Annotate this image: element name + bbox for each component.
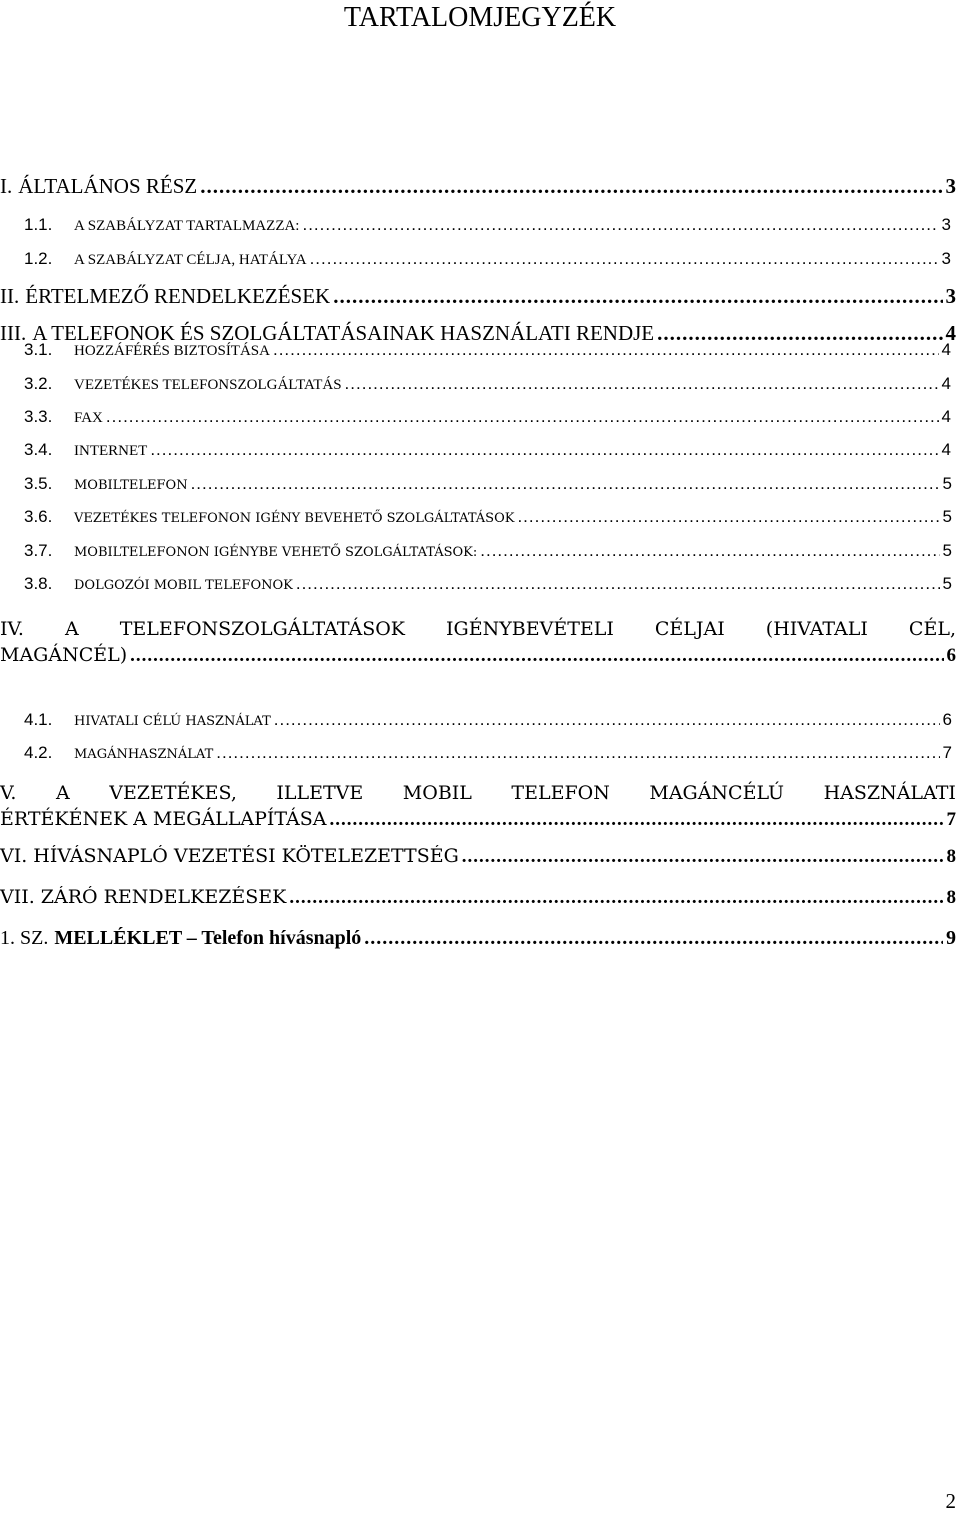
toc-number: 1. SZ. (0, 927, 49, 949)
toc-number: II. (0, 284, 20, 308)
dot-leader (274, 710, 940, 730)
toc-entry-3-4[interactable] (24, 440, 951, 460)
toc-text: A TELEFONOK ÉS SZOLGÁLTATÁSAINAK HASZNÁLATI RENDJE (32, 321, 655, 345)
dot-leader (216, 743, 939, 763)
toc-number: VI. (0, 845, 28, 867)
toc-word: CÉLJAI (654, 618, 725, 640)
toc-page: 5 (942, 574, 952, 593)
toc-number: VII. (0, 886, 35, 908)
toc-number: 1.1. (24, 215, 53, 234)
toc-text: ÁLTALÁNOS RÉSZ (18, 174, 198, 198)
toc-number: 3.6. (24, 507, 53, 526)
toc-page: 4 (941, 440, 951, 459)
toc-word: TELEFONSZOLGÁLTATÁSOK (119, 618, 406, 640)
toc-number: 4.1. (24, 710, 53, 729)
toc-word: IGÉNYBEVÉTELI (446, 618, 614, 640)
toc-page: 8 (946, 846, 956, 867)
toc-entry-vii[interactable] (0, 886, 956, 909)
toc-text: INTERNET (74, 443, 148, 459)
toc-entry-ii[interactable] (0, 284, 956, 309)
toc-number: 3.5. (24, 474, 53, 493)
toc-entry-4-2[interactable] (24, 743, 952, 763)
toc-text: A SZABÁLYZAT TARTALMAZZA: (74, 218, 300, 234)
toc-number: 3.7. (24, 541, 53, 560)
toc-number: 4.2. (24, 743, 53, 762)
dot-leader (302, 215, 938, 235)
toc-text-line1 (0, 616, 956, 642)
dot-leader (106, 407, 939, 427)
page-title: TARTALOMJEGYZÉK (343, 2, 617, 33)
toc-entry-3-3[interactable] (24, 407, 951, 427)
toc-word: MAGÁNCÉLÚ (649, 782, 785, 804)
toc-text: MELLÉKLET – Telefon hívásnapló (54, 927, 362, 949)
toc-word: HASZNÁLATI (823, 782, 956, 804)
toc-page: 4 (941, 374, 951, 393)
toc-entry-vi[interactable] (0, 845, 956, 868)
toc-text: MAGÁNCÉL) (0, 644, 128, 666)
toc-text: HIVATALI CÉLÚ HASZNÁLAT (74, 714, 271, 729)
toc-page: 4 (941, 407, 951, 426)
toc-entry-3-6[interactable] (24, 507, 952, 527)
toc-page: 8 (946, 887, 956, 908)
toc-text: A SZABÁLYZAT CÉLJA, HATÁLYA (74, 252, 307, 268)
toc-text: MAGÁNHASZNÁLAT (74, 747, 214, 762)
toc-entry-4-1[interactable] (24, 710, 952, 730)
toc-page: 3 (945, 284, 956, 308)
toc-page: 5 (942, 507, 952, 526)
dot-leader (200, 174, 942, 199)
toc-word: CÉL, (908, 618, 956, 640)
toc-page: 7 (942, 743, 952, 762)
toc-text: VEZETÉKES TELEFONON IGÉNY BEVEHETŐ SZOLGÁLTATÁSOK (74, 511, 515, 526)
toc-number: III. (0, 321, 27, 345)
toc-entry-3-7[interactable] (24, 541, 952, 561)
toc-entry-1-2[interactable] (24, 249, 951, 269)
toc-page: 3 (941, 215, 951, 234)
toc-text: ZÁRÓ RENDELKEZÉSEK (40, 886, 287, 908)
dot-leader (462, 846, 944, 868)
toc-text: MOBILTELEFONON IGÉNYBE VEHETŐ SZOLGÁLTATÁSOK: (74, 545, 478, 560)
toc-page: 5 (942, 541, 952, 560)
toc-text: ÉRTÉKÉNEK A MEGÁLLAPÍTÁSA (0, 808, 327, 830)
toc-entry-i[interactable] (0, 174, 956, 199)
dot-leader (345, 374, 939, 394)
toc-page: 5 (942, 474, 952, 493)
toc-entry-3-2[interactable] (24, 374, 951, 394)
dot-leader (517, 507, 939, 527)
toc-number: 3.2. (24, 374, 53, 393)
toc-number: 3.3. (24, 407, 53, 426)
dot-leader (273, 340, 939, 360)
toc-text-line2 (0, 642, 956, 669)
toc-text: ÉRTELMEZŐ RENDELKEZÉSEK (25, 284, 331, 308)
dot-leader (130, 643, 943, 669)
toc-entry-appendix-1[interactable] (0, 927, 956, 950)
dot-leader (333, 284, 942, 309)
toc-number: 3.1. (24, 340, 53, 359)
toc-text: MOBILTELEFON (74, 478, 188, 493)
toc-word: VEZETÉKES, (109, 782, 237, 804)
dot-leader (150, 440, 938, 460)
toc-entry-3-8[interactable] (24, 574, 952, 594)
toc-word: (HIVATALI (765, 618, 868, 640)
toc-text: HÍVÁSNAPLÓ VEZETÉSI KÖTELEZETTSÉG (33, 845, 459, 867)
toc-page: 3 (945, 174, 956, 198)
toc-text: DOLGOZÓI MOBIL TELEFONOK (74, 578, 293, 593)
toc-word: A (55, 782, 70, 804)
dot-leader (310, 249, 939, 269)
dot-leader (330, 807, 944, 833)
toc-text: FAX (74, 410, 103, 426)
page-number: 2 (945, 1489, 956, 1513)
toc-entry-iv[interactable] (0, 616, 956, 669)
toc-number: I. (0, 174, 13, 198)
toc-page: 9 (946, 927, 956, 949)
toc-page: 6 (946, 645, 956, 666)
toc-page: 6 (942, 710, 952, 729)
toc-number: 3.8. (24, 574, 53, 593)
toc-text-line2 (0, 806, 956, 833)
toc-page: 4 (941, 340, 951, 359)
dot-leader (191, 474, 940, 494)
toc-page: 7 (946, 809, 956, 830)
toc-text: VEZETÉKES TELEFONSZOLGÁLTATÁS (74, 377, 342, 393)
toc-page: 3 (941, 249, 951, 268)
toc-entry-3-5[interactable] (24, 474, 952, 494)
dot-leader (289, 887, 943, 909)
toc-entry-1-1[interactable] (24, 215, 951, 235)
toc-text: HOZZÁFÉRÉS BIZTOSÍTÁSA (74, 343, 270, 359)
dot-leader (480, 541, 939, 561)
toc-word: ILLETVE (276, 782, 364, 804)
toc-text-line1 (0, 780, 956, 806)
toc-entry-v[interactable] (0, 780, 956, 833)
dot-leader (296, 574, 940, 594)
toc-number: 3.4. (24, 440, 53, 459)
toc-word: A (64, 618, 79, 640)
toc-page: 4 (945, 321, 956, 345)
toc-word: TELEFON (511, 782, 610, 804)
toc-word: MOBIL (402, 782, 472, 804)
toc-entry-3-1[interactable] (24, 340, 951, 360)
toc-number: 1.2. (24, 249, 53, 268)
toc-word: V. (0, 782, 17, 804)
toc-word: IV. (0, 618, 24, 640)
dot-leader (364, 927, 943, 950)
